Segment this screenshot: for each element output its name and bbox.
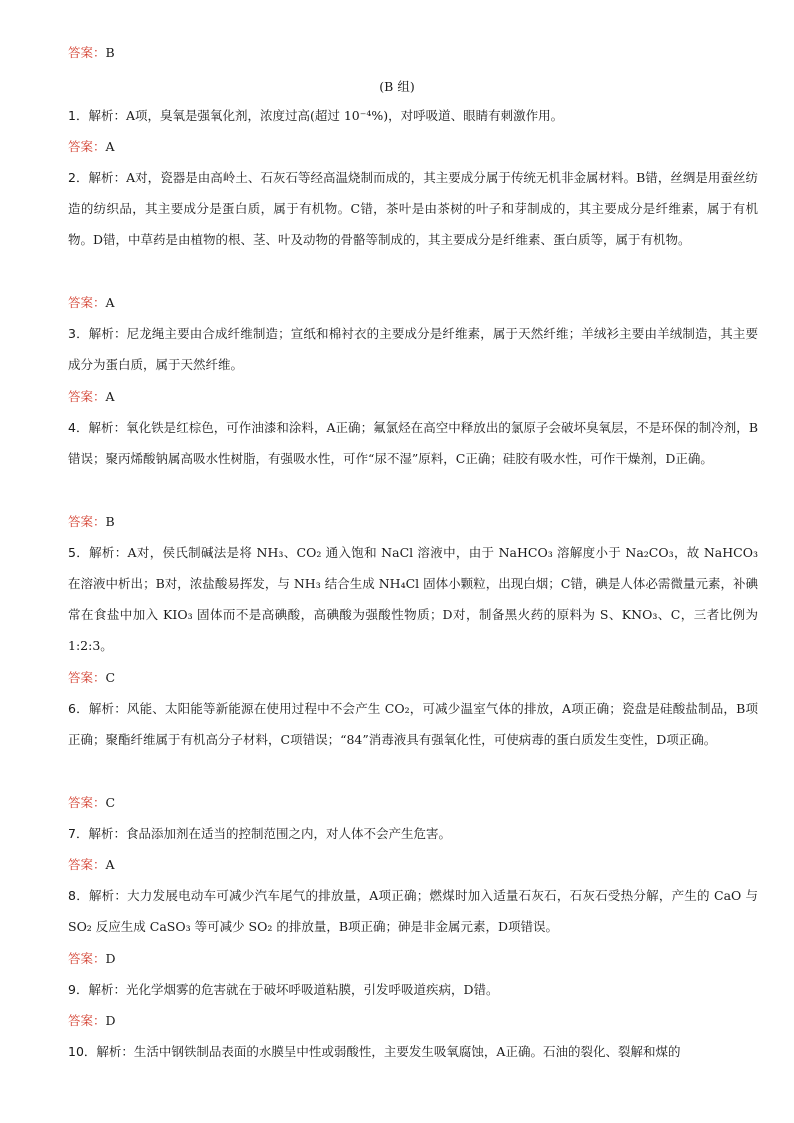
answer-line: 答案：A	[68, 295, 115, 310]
explanation-paragraph: 3．解析：尼龙绳主要由合成纤维制造；宣纸和棉衬衣的主要成分是纤维素，属于天然纤维；羊绒衫主要由羊绒制造，其主要成分为蛋白质，属于天然纤维。	[68, 326, 758, 372]
explanation-paragraph: 10．解析：生活中钢铁制品表面的水膜呈中性或弱酸性，主要发生吸氧腐蚀，A正确。石油的裂化、裂解和煤的	[68, 1044, 681, 1059]
answer-line: 答案：A	[68, 139, 115, 154]
explanation-paragraph: 5．解析：A对，侯氏制碱法是将 NH₃、CO₂ 通入饱和 NaCl 溶液中，由于 NaHCO₃ 溶解度小于 Na₂CO₃，故 NaHCO₃ 在溶液中析出；B对，浓盐酸易挥发，与 NH₃ 结合生成 NH₄Cl 固体小颗粒，出现白烟；C错，碘是人体必需微量元素，补碘常在食盐中加入 KIO₃ 固体而不是高碘酸，高碘酸为强酸性物质；D对，制备黑火药的原料为 S、KNO₃、C，三者比例为 1:2:3。	[68, 545, 758, 653]
answer-line: 答案：C	[68, 795, 116, 810]
answer-line: 答案：D	[68, 951, 116, 966]
explanation-paragraph: 9．解析：光化学烟雾的危害就在于破坏呼吸道粘膜，引发呼吸道疾病，D错。	[68, 982, 499, 997]
explanation-paragraph: 6．解析：风能、太阳能等新能源在使用过程中不会产生 CO₂，可减少温室气体的排放，A项正确；瓷盘是硅酸盐制品，B项正确；聚酯纤维属于有机高分子材料，C项错误；“84”消毒液具有强氧化性，可使病毒的蛋白质发生变性，D项正确。	[68, 701, 758, 747]
explanation-paragraph: 4．解析：氧化铁是红棕色，可作油漆和涂料，A正确；氟氯烃在高空中释放出的氯原子会破坏臭氧层，不是环保的制冷剂，B错误；聚丙烯酸钠属高吸水性树脂，有强吸水性，可作“尿不湿”原料，C正确；硅胶有吸水性，可作干燥剂，D正确。	[68, 420, 759, 466]
answer-line: 答案：A	[68, 389, 115, 404]
explanation-paragraph: 8．解析：大力发展电动车可减少汽车尾气的排放量，A项正确；燃煤时加入适量石灰石，石灰石受热分解，产生的 CaO 与 SO₂ 反应生成 CaSO₃ 等可减少 SO₂ 的排放量，B项正确；砷是非金属元素，D项错误。	[68, 888, 758, 934]
group-heading: (B 组)	[379, 79, 415, 94]
answer-line: 答案：D	[68, 1013, 116, 1028]
answer-line: 答案：B	[68, 514, 115, 529]
answer-line: 答案：A	[68, 857, 115, 872]
explanation-paragraph: 2．解析：A对，瓷器是由高岭土、石灰石等经高温烧制而成的，其主要成分属于传统无机非金属材料。B错，丝绸是用蚕丝纺造的纺织品，其主要成分是蛋白质，属于有机物。C错，茶叶是由茶树的叶子和芽制成的，其主要成分是纤维素，属于有机物。D错，中草药是由植物的根、茎、叶及动物的骨骼等制成的，其主要成分是纤维素、蛋白质等，属于有机物。	[68, 170, 759, 247]
explanation-paragraph: 7．解析：食品添加剂在适当的控制范围之内，对人体不会产生危害。	[68, 826, 451, 841]
answer-line: 答案：C	[68, 670, 116, 685]
answer-line: 答案：B	[68, 45, 115, 60]
explanation-paragraph: 1．解析：A项，臭氧是强氧化剂，浓度过高(超过 10⁻⁴%)，对呼吸道、眼睛有刺激作用。	[68, 108, 564, 123]
